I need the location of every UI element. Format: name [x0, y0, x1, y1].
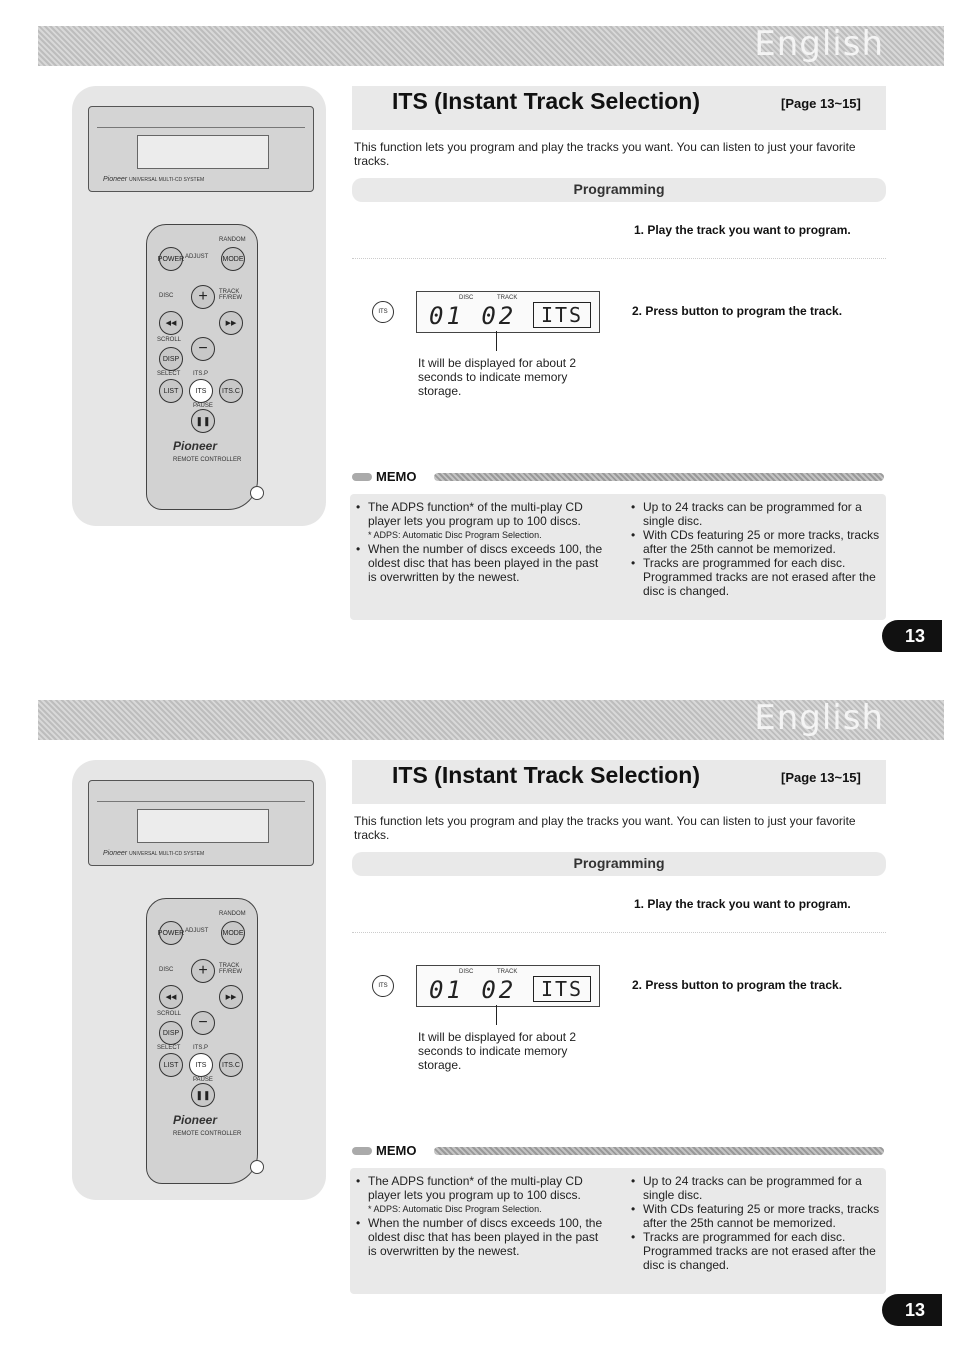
head-unit-button-row — [97, 113, 305, 128]
page-number: 13 — [882, 620, 942, 652]
its-button-remote: ITS — [189, 379, 213, 403]
manual-page-top — [0, 0, 954, 674]
step-2: 2. Press button to program the track. — [632, 304, 843, 318]
cd-head-unit-illustration — [88, 780, 314, 866]
remote-control-illustration — [146, 224, 258, 510]
remote-brand: Pioneer — [173, 1113, 218, 1127]
track-label: TRACK FF/REW — [219, 289, 242, 301]
prev-button: ◀◀ — [159, 311, 183, 335]
memo-label: MEMO — [376, 469, 417, 484]
divider — [352, 932, 886, 933]
pause-label: PAUSE — [193, 403, 213, 409]
memo-item: • When the number of discs exceeds 100, the oldest disc that has been played in the past is overwritten by the newest. — [354, 542, 606, 584]
remote-label: REMOTE CONTROLLER — [173, 1131, 242, 1137]
remote-label: REMOTE CONTROLLER — [173, 457, 242, 463]
plus-button: + — [191, 959, 215, 983]
random-label: RANDOM — [219, 237, 246, 243]
programming-heading: Programming — [573, 855, 665, 871]
remote-control-illustration — [146, 898, 258, 1184]
next-button: ▶▶ — [219, 985, 243, 1009]
memo-rule — [434, 1147, 884, 1155]
scroll-label: SCROLL — [157, 1011, 182, 1017]
memo-left-column — [354, 500, 606, 584]
pause-label: PAUSE — [193, 1077, 213, 1083]
disc-indicator: DISC — [459, 969, 474, 975]
remote-strap-ring — [250, 1160, 264, 1174]
memo-right-column — [629, 1174, 881, 1272]
memo-header — [352, 1144, 884, 1158]
language-label: English — [754, 698, 884, 738]
adjust-label: ADJUST — [185, 254, 209, 260]
memo-item: • Up to 24 tracks can be programmed for a single disc. — [629, 500, 881, 528]
head-unit-lcd — [137, 135, 269, 169]
memo-rule — [434, 473, 884, 481]
head-unit-lcd — [137, 809, 269, 843]
itsp-label: ITS.P — [193, 371, 209, 377]
pause-icon: ❚❚ — [191, 1083, 215, 1107]
minus-button: − — [191, 1011, 215, 1035]
language-header — [38, 700, 944, 740]
divider — [352, 258, 886, 259]
track-indicator: TRACK — [497, 969, 518, 975]
programming-heading-bar — [352, 178, 886, 202]
disc-track-digits: 01 02 — [429, 976, 517, 1004]
memo-item: • When the number of discs exceeds 100, the oldest disc that has been played in the past is overwritten by the newest. — [354, 1216, 606, 1258]
intro-text: This function lets you program and play the tracks you want. You can listen to just your favorite tracks. — [354, 140, 856, 168]
select-label: SELECT — [157, 1045, 181, 1051]
section-title: ITS (Instant Track Selection) — [392, 762, 701, 788]
callout-line — [496, 331, 497, 351]
disc-track-digits: 01 02 — [429, 302, 517, 330]
disc-indicator: DISC — [459, 295, 474, 301]
page-reference: [Page 13~15] — [781, 96, 861, 111]
section-title: ITS (Instant Track Selection) — [392, 88, 701, 114]
adjust-label: ADJUST — [185, 928, 209, 934]
its-indicator: ITS — [533, 302, 591, 328]
memo-item: • Tracks are programmed for each disc. Programmed tracks are not erased after the disc is changed. — [629, 1230, 881, 1272]
head-unit-brand: Pioneer UNIVERSAL MULTI-CD SYSTEM — [103, 850, 205, 857]
memo-right-column — [629, 500, 881, 598]
display-note: It will be displayed for about 2 seconds to indicate memory storage. — [418, 356, 577, 398]
memo-item: • The ADPS function* of the multi-play CD player lets you program up to 100 discs. — [354, 1174, 606, 1202]
itsc-button: ITS.C — [219, 1053, 243, 1077]
programming-heading: Programming — [573, 181, 665, 197]
prev-button: ◀◀ — [159, 985, 183, 1009]
itsp-label: ITS.P — [193, 1045, 209, 1051]
lcd-display — [416, 291, 600, 333]
language-header — [38, 26, 944, 66]
select-label: SELECT — [157, 371, 181, 377]
mode-button: MODE — [221, 247, 245, 271]
power-button: POWER — [159, 921, 183, 945]
disc-label: DISC — [159, 293, 174, 299]
track-label: TRACK FF/REW — [219, 963, 242, 975]
step-2: 2. Press button to program the track. — [632, 978, 843, 992]
step-1: 1. Play the track you want to program. — [634, 223, 851, 237]
head-unit-brand: Pioneer UNIVERSAL MULTI-CD SYSTEM — [103, 176, 205, 183]
memo-item: • The ADPS function* of the multi-play CD player lets you program up to 100 discs. — [354, 500, 606, 528]
disp-button: DISP — [159, 347, 183, 371]
lcd-display — [416, 965, 600, 1007]
scroll-label: SCROLL — [157, 337, 182, 343]
cd-head-unit-illustration — [88, 106, 314, 192]
memo-item: • With CDs featuring 25 or more tracks, tracks after the 25th cannot be memorized. — [629, 528, 881, 556]
memo-item: • Up to 24 tracks can be programmed for a single disc. — [629, 1174, 881, 1202]
disp-button: DISP — [159, 1021, 183, 1045]
memo-footnote: * ADPS: Automatic Disc Program Selection. — [368, 530, 542, 540]
plus-button: + — [191, 285, 215, 309]
remote-strap-ring — [250, 486, 264, 500]
memo-left-column — [354, 1174, 606, 1258]
mode-button: MODE — [221, 921, 245, 945]
random-label: RANDOM — [219, 911, 246, 917]
memo-icon — [352, 473, 372, 481]
page-reference: [Page 13~15] — [781, 770, 861, 785]
its-indicator: ITS — [533, 976, 591, 1002]
manual-page-bottom — [0, 674, 954, 1348]
head-unit-button-row — [97, 787, 305, 802]
memo-footnote: * ADPS: Automatic Disc Program Selection. — [368, 1204, 542, 1214]
language-label: English — [754, 24, 884, 64]
programming-heading-bar — [352, 852, 886, 876]
remote-brand: Pioneer — [173, 439, 218, 453]
track-indicator: TRACK — [497, 295, 518, 301]
page-number: 13 — [882, 1294, 942, 1326]
list-button: LIST — [159, 379, 183, 403]
display-note: It will be displayed for about 2 seconds to indicate memory storage. — [418, 1030, 577, 1072]
its-button-icon: ITS — [372, 301, 394, 323]
itsc-button: ITS.C — [219, 379, 243, 403]
its-button-remote: ITS — [189, 1053, 213, 1077]
memo-item: • Tracks are programmed for each disc. Programmed tracks are not erased after the disc is changed. — [629, 556, 881, 598]
list-button: LIST — [159, 1053, 183, 1077]
pause-icon: ❚❚ — [191, 409, 215, 433]
power-button: POWER — [159, 247, 183, 271]
memo-icon — [352, 1147, 372, 1155]
memo-label: MEMO — [376, 1143, 417, 1158]
memo-header — [352, 470, 884, 484]
next-button: ▶▶ — [219, 311, 243, 335]
memo-item: • With CDs featuring 25 or more tracks, tracks after the 25th cannot be memorized. — [629, 1202, 881, 1230]
its-button-icon: ITS — [372, 975, 394, 997]
minus-button: − — [191, 337, 215, 361]
callout-line — [496, 1005, 497, 1025]
intro-text: This function lets you program and play the tracks you want. You can listen to just your favorite tracks. — [354, 814, 856, 842]
disc-label: DISC — [159, 967, 174, 973]
step-1: 1. Play the track you want to program. — [634, 897, 851, 911]
